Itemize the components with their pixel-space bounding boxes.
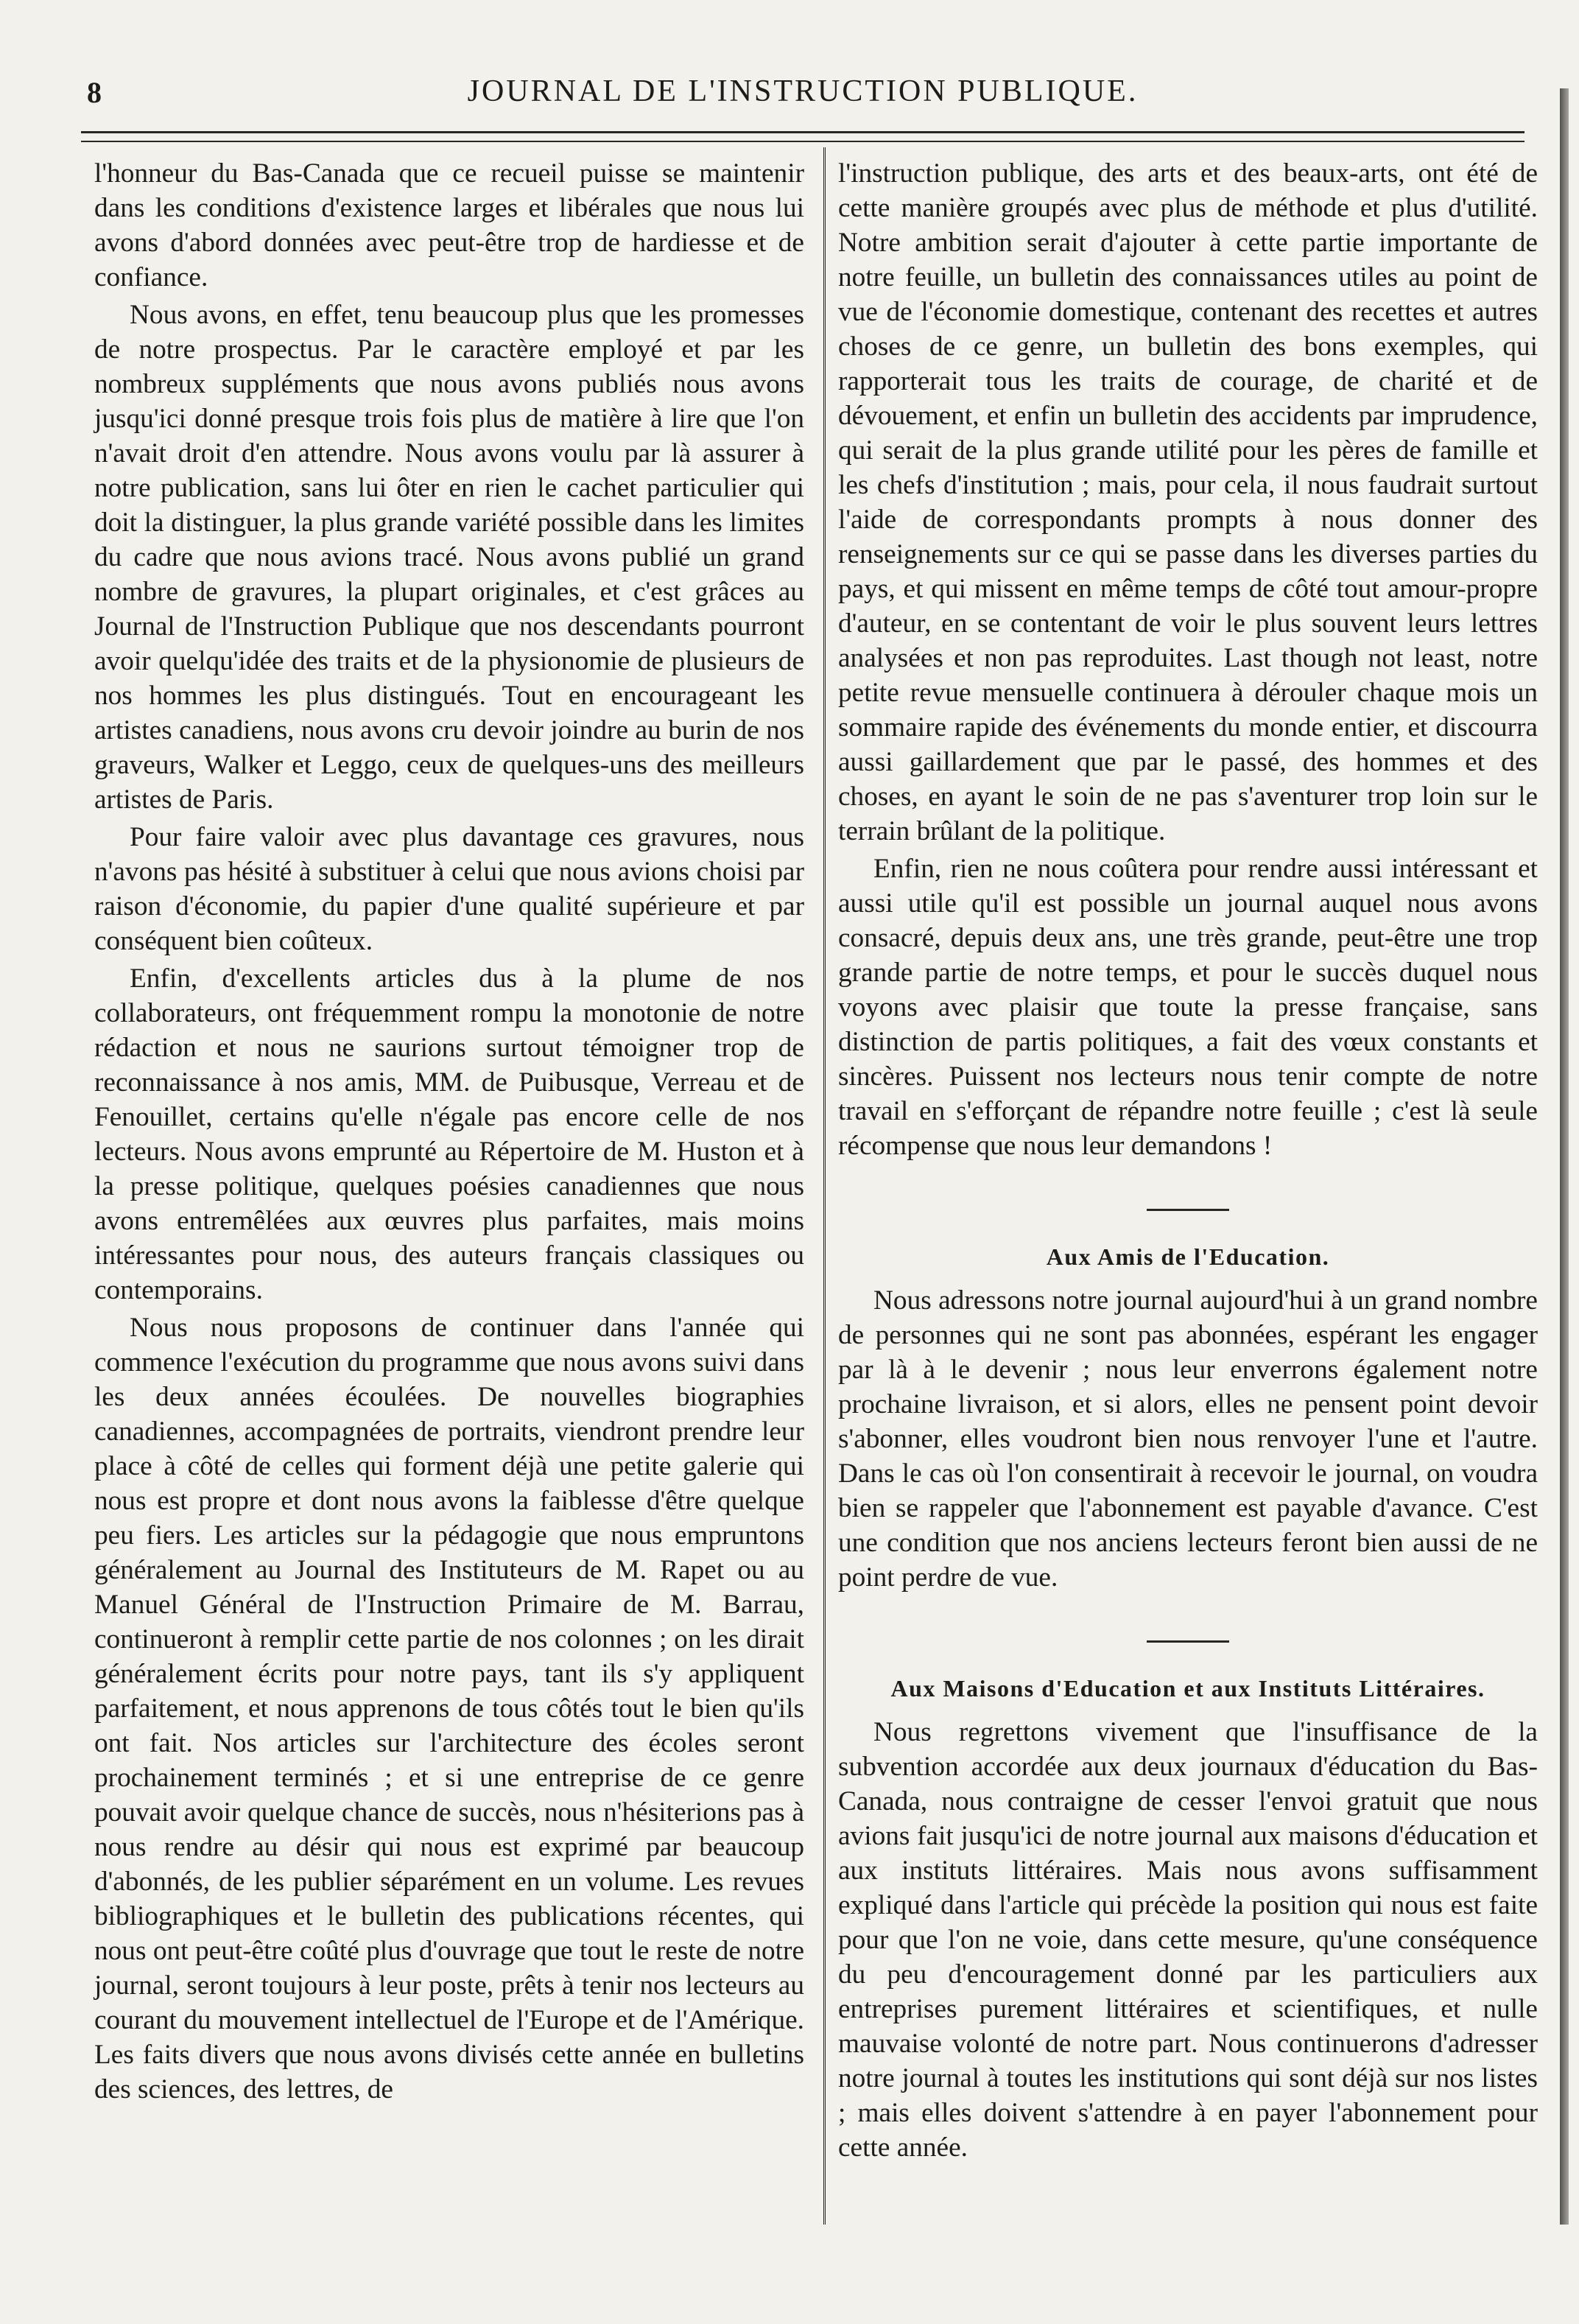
paragraph: Enfin, rien ne nous coûtera pour rendre aussi intéressant et aussi utile qu'il est possible un journal auquel nous avons consacré, depuis deux ans, une très grande, peut-être une trop grande partie de notre temps, et pour le succès duquel nous voyons avec plaisir que toute la presse française, sans distinction de partis politiques, a fait des vœux constants et sincères. Puissent nos lecteurs nous tenir compte de notre travail en s'efforçant de répandre notre feuille ; c'est là seule récompense que nous leur demandons ! <box>838 854 1538 1161</box>
journal-title: JOURNAL DE L'INSTRUCTION PUBLIQUE. <box>467 74 1139 108</box>
header-rule <box>81 131 1525 142</box>
paragraph: Pour faire valoir avec plus davantage ces gravures, nous n'avons pas hésité à substituer à celui que nous avions choisi par raison d'économie, du papier d'une qualité supérieure et par conséquent bien coûteux. <box>94 822 804 956</box>
paragraph: Nous regrettons vivement que l'insuffisance de la subvention accordée aux deux journaux d'éducation du Bas-Canada, nous contraigne de cesser l'envoi gratuit que nous avions fait jusqu'ici de notre journal aux maisons d'éducation et aux instituts littéraires. Mais nous avons suffisamment expliqué dans l'article qui précède la position qui nous est faite pour que l'on ne voie, dans cette mesure, qu'une conséquence du peu d'encouragement donné par les particuliers aux entreprises purement littéraires et scientifiques, et nulle mauvaise volonté de notre part. Nous continuerons d'adresser notre journal à toutes les institutions qui sont déjà sur nos listes ; mais elles doivent s'attendre à en payer l'abonnement pour cette année. <box>838 1717 1538 2163</box>
left-column <box>94 156 804 2110</box>
paragraph: l'honneur du Bas-Canada que ce recueil puisse se maintenir dans les conditions d'existence larges et libérales que nous lui avons d'abord données avec peut-être trop de hardiesse et de confiance. <box>94 158 804 292</box>
paragraph: Nous adressons notre journal aujourd'hui à un grand nombre de personnes qui ne sont pas abonnées, espérant les engager par là à le devenir ; nous leur enverrons également notre prochaine livraison, et si alors, elles ne pensent point devoir s'abonner, elles voudront bien nous renvoyer l'une et l'autre. Dans le cas où l'on consentirait à recevoir le journal, on voudra bien se rappeler que l'abonnement est payable d'avance. C'est une condition que nos anciens lecteurs feront bien aussi de ne point perdre de vue. <box>838 1285 1538 1593</box>
paragraph: Nous nous proposons de continuer dans l'année qui commence l'exécution du programme que nous avons suivi dans les deux années écoulées. De nouvelles biographies canadiennes, accompagnées de portraits, viendront prendre leur place à côté de celles qui forment déjà une petite galerie qui nous est propre et dont nous avons la faiblesse d'être quelque peu fiers. Les articles sur la pédagogie que nous empruntons généralement au Journal des Instituteurs de M. Rapet ou au Manuel Général de l'Instruction Primaire de M. Barrau, continueront à remplir cette partie de nos colonnes ; on les dirait généralement écrits pour notre pays, tant ils s'y appliquent parfaitement, et nous apprenons de tous côtés tout le bien qu'ils ont fait. Nos articles sur l'architecture des écoles seront prochainement terminés ; et si une entreprise de ce genre pouvait avoir quelque chance de succès, nous n'hésiterions pas à nous rendre au désir qui nous est exprimé par beaucoup d'abonnés, de les publier séparément en un volume. Les revues bibliographiques et le bulletin des publications récentes, qui nous ont peut-être coûté plus d'ouvrage que tout le reste de notre journal, seront toujours à leur poste, prêts à tenir nos lecteurs au courant du mouvement intellectuel de l'Europe et de l'Amérique. Les faits divers que nous avons divisés cette année en bulletins des sciences, des lettres, de <box>94 1313 804 2104</box>
section-heading-amis: Aux Amis de l'Education. <box>1046 1243 1330 1270</box>
page-number: 8 <box>87 76 102 109</box>
paragraph: Nous avons, en effet, tenu beaucoup plus que les promesses de notre prospectus. Par le caractère employé et par les nombreux suppléments que nous avons publiés nous avons jusqu'ici donné presque trois fois plus de matière à lire que l'on n'avait droit d'en attendre. Nous avons voulu par là assurer à notre publication, sans lui ôter en rien le cachet particulier qui doit la distinguer, la plus grande variété possible dans les limites du cadre que nous avions tracé. Nous avons publié un grand nombre de gravures, la plupart originales, et c'est grâces au Journal de l'Instruction Publique que nos descendants pourront avoir quelqu'idée des traits et de la physionomie de plusieurs de nos hommes les plus distingués. Tout en encourageant les artistes canadiens, nous avons cru devoir joindre au burin de nos graveurs, Walker et Leggo, ceux de quelques-uns des meilleurs artistes de Paris. <box>94 300 804 815</box>
right-column <box>838 156 1538 2168</box>
page-header <box>81 65 1525 109</box>
section-divider <box>1147 1640 1229 1643</box>
section-heading-maisons: Aux Maisons d'Education et aux Instituts Littéraires. <box>890 1675 1485 1702</box>
section-divider <box>1147 1209 1229 1211</box>
column-divider <box>823 147 826 2225</box>
paragraph: Enfin, d'excellents articles dus à la plume de nos collaborateurs, ont fréquemment rompu la monotonie de notre rédaction et nous ne saurions surtout témoigner trop de reconnaissance à nos amis, MM. de Puibusque, Verreau et de Fenouillet, certains qu'elle n'égale pas encore celle de nos lecteurs. Nous avons emprunté au Répertoire de M. Huston et à la presse politique, quelques poésies canadiennes que nous avons entremêlées aux œuvres plus parfaites, mais moins intéressantes pour nous, des auteurs français classiques ou contemporains. <box>94 963 804 1305</box>
page-binding-edge <box>1560 88 1569 2225</box>
paragraph: l'instruction publique, des arts et des beaux-arts, ont été de cette manière groupés avec plus de méthode et plus d'utilité. Notre ambition serait d'ajouter à cette partie importante de notre feuille, un bulletin des connaissances utiles au point de vue de l'économie domestique, contenant des recettes et autres choses de ce genre, un bulletin des bons exemples, qui rapporterait tous les traits de courage, de charité et de dévouement, et enfin un bulletin des accidents par imprudence, qui serait de la plus grande utilité pour les pères de famille et les chefs d'institution ; mais, pour cela, il nous faudrait surtout l'aide de correspondants prompts à nous donner des renseignements sur ce qui se passe dans les diverses parties du pays, et qui missent en même temps de côté tout amour-propre d'auteur, en se contentant de voir le plus souvent leurs lettres analysées et non pas reproduites. Last though not least, notre petite revue mensuelle continuera à dérouler chaque mois un sommaire rapide des événements du monde entier, et discourra aussi gaillardement que par le passé, des hommes et des choses, en ayant le soin de ne pas s'aventurer trop loin sur le terrain brûlant de la politique. <box>838 158 1538 846</box>
